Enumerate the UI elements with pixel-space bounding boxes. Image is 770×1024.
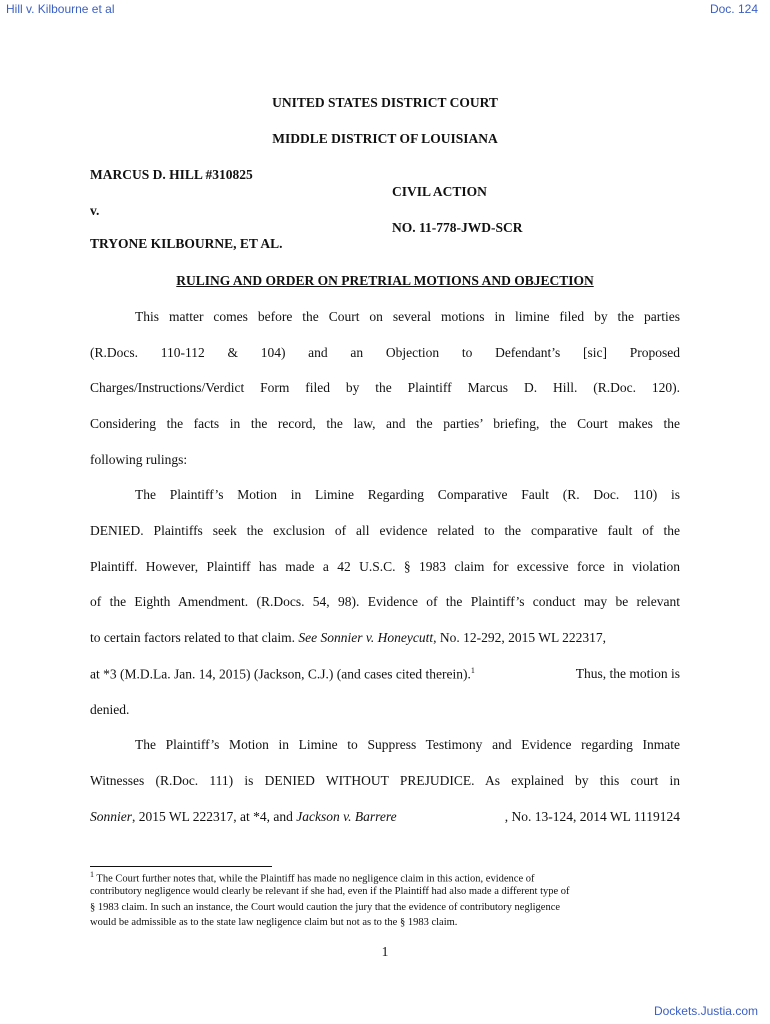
footnote-divider xyxy=(90,866,272,867)
ruling-title: RULING AND ORDER ON PRETRIAL MOTIONS AND OBJECTION xyxy=(176,273,594,288)
body-line: Plaintiff. However, Plaintiff has made a 42 U.S.C. § 1983 claim for excessive force in violation xyxy=(90,559,680,574)
versus-label: v. xyxy=(90,203,100,218)
body-line: (R.Docs. 110-112 & 104) and an Objection to Defendant’s [sic] Proposed xyxy=(90,345,680,360)
doc-number-link[interactable]: Doc. 124 xyxy=(709,2,758,16)
footnote-line: $^1$ The Court further notes that, while the Plaintiff has made no negligence claim in this action, evidence of xyxy=(90,870,535,885)
footnote-ref[interactable]: 1 xyxy=(470,666,475,675)
body-line: following rulings: xyxy=(90,452,188,467)
page-number: 1 xyxy=(381,944,389,959)
court-name: UNITED STATES DISTRICT COURT xyxy=(272,95,498,110)
defendant-name: TRYONE KILBOURNE, ET AL. xyxy=(90,236,283,251)
body-line: The Plaintiff’s Motion in Limine Regarding Comparative Fault (R. Doc. 110) is xyxy=(135,487,680,502)
body-line xyxy=(90,630,680,646)
case-citation: Jackson v. Barrere xyxy=(296,809,397,824)
body-text: at *3 (M.D.La. Jan. 14, 2015) (Jackson, C.J.) (and cases cited therein). xyxy=(90,666,471,682)
case-number: NO. 11-778-JWD-SCR xyxy=(392,220,523,235)
case-citation: Sonnier xyxy=(90,809,132,824)
body-text: , No. 12-292, 2015 WL 222317, xyxy=(433,630,606,645)
case-citation: See Sonnier v. Honeycutt xyxy=(298,630,434,645)
body-line: DENIED. Plaintiffs seek the exclusion of all evidence related to the comparative fault of the xyxy=(90,523,680,538)
body-line xyxy=(90,666,680,683)
footnote-marker: 1 xyxy=(90,870,94,879)
plaintiff-name: MARCUS D. HILL #310825 xyxy=(90,167,253,182)
court-district: MIDDLE DISTRICT OF LOUISIANA xyxy=(272,131,498,146)
justia-link[interactable]: Dockets.Justia.com xyxy=(653,1004,758,1018)
footnote-line: § 1983 claim. In such an instance, the Court would caution the jury that the evidence of contributory negligence xyxy=(90,902,561,913)
body-line: Considering the facts in the record, the law, and the parties’ briefing, the Court makes the xyxy=(90,416,680,431)
body-text: to certain factors related to that claim. xyxy=(90,630,299,645)
body-line: Charges/Instructions/Verdict Form filed by the Plaintiff Marcus D. Hill. (R.Doc. 120). xyxy=(90,380,680,395)
body-line: Witnesses (R.Doc. 111) is DENIED WITHOUT PREJUDICE. As explained by this court in xyxy=(90,773,680,788)
body-text: Thus, the motion is xyxy=(575,666,680,681)
body-line: of the Eighth Amendment. (R.Docs. 54, 98). Evidence of the Plaintiff’s conduct may be relevant xyxy=(90,594,680,609)
civil-action-label: CIVIL ACTION xyxy=(392,184,487,199)
body-line: The Plaintiff’s Motion in Limine to Suppress Testimony and Evidence regarding Inmate xyxy=(135,737,680,752)
body-line: This matter comes before the Court on several motions in limine filed by the parties xyxy=(135,309,680,324)
body-line xyxy=(90,809,680,825)
body-text: , No. 13-124, 2014 WL 1119124 xyxy=(504,809,680,824)
footnote-line: would be admissible as to the state law negligence claim but not as to the § 1983 claim. xyxy=(90,917,458,928)
case-name-link[interactable]: Hill v. Kilbourne et al xyxy=(6,2,115,16)
footnote-line: contributory negligence would clearly be relevant if she had, even if the Plaintiff had also made a different type of xyxy=(90,886,570,897)
body-text: , 2015 WL 222317, at *4, and xyxy=(132,809,297,824)
body-line: denied. xyxy=(90,702,130,717)
